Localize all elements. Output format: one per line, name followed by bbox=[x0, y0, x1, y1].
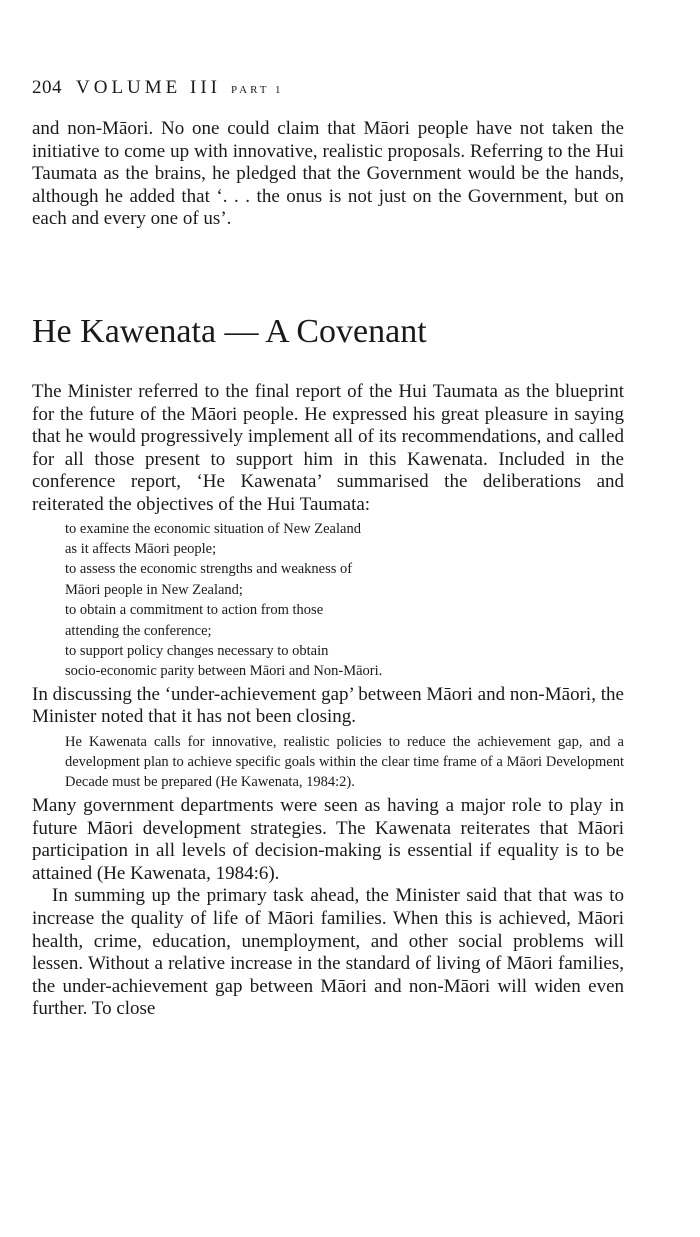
objective-line: to assess the economic strengths and weakness of bbox=[65, 561, 353, 578]
objective-line: to obtain a commitment to action from those bbox=[65, 602, 324, 619]
section-heading: He Kawenata — A Covenant bbox=[32, 313, 427, 350]
opening-paragraph: and non-Māori. No one could claim that Māori people have not taken the initiative to come up with innovative, realistic proposals. Referring to the Hui Taumata as the brains, he pledged that the Government would be the hands, although he added that ‘. . . the onus is not just on the Government, but on each and every one of us’. bbox=[32, 118, 624, 230]
running-head bbox=[32, 77, 284, 99]
block-quote: He Kawenata calls for innovative, realistic policies to reduce the achievement gap, and a development plan to achieve specific goals within the clear time frame of a Māori Development Decade must be prepared (He Kawenata, 1984:2). bbox=[65, 734, 624, 790]
section-body bbox=[32, 381, 624, 1021]
objective-line: to examine the economic situation of New Zealand bbox=[65, 520, 361, 537]
objective-line: as it affects Māori people; bbox=[65, 540, 217, 557]
departments-paragraph: Many government departments were seen as having a major role to play in future Māori development strategies. The Kawenata reiterates that Māori participation in all levels of decision-making is essential if equality is to be attained (He Kawenata, 1984:6). bbox=[32, 795, 624, 884]
page-number: 204 bbox=[32, 77, 62, 98]
intro-paragraph: The Minister referred to the final report of the Hui Taumata as the blueprint for the future of the Māori people. He expressed his great pleasure in saying that he would progressively implement all of its recommendations, and called for all those present to support him in this Kawenata. Included in the conference report, ‘He Kawenata’ summarised the deliberations and reiterated the objectives of the Hui Taumata: bbox=[32, 381, 624, 515]
objectives-list bbox=[65, 519, 624, 682]
objective-line: to support policy changes necessary to obtain bbox=[65, 643, 329, 659]
objective-line: Māori people in New Zealand; bbox=[65, 581, 243, 598]
volume-label: VOLUME III bbox=[76, 77, 222, 98]
gap-paragraph: In discussing the ‘under-achievement gap’ between Māori and non-Māori, the Minister noted that it has not been closing. bbox=[32, 683, 624, 728]
part-label: PART 1 bbox=[231, 84, 284, 96]
objective-line: attending the conference; bbox=[65, 622, 212, 639]
summing-paragraph: In summing up the primary task ahead, the Minister said that that was to increase the quality of life of Māori families. When this is achieved, Māori health, crime, education, unemployment, and other social problems will lessen. Without a relative increase in the standard of living of Māori families, the under-achievement gap between Māori and non-Māori will widen even further. To close bbox=[32, 885, 624, 1020]
objective-line: socio-economic parity between Māori and Non-Māori. bbox=[65, 663, 383, 680]
